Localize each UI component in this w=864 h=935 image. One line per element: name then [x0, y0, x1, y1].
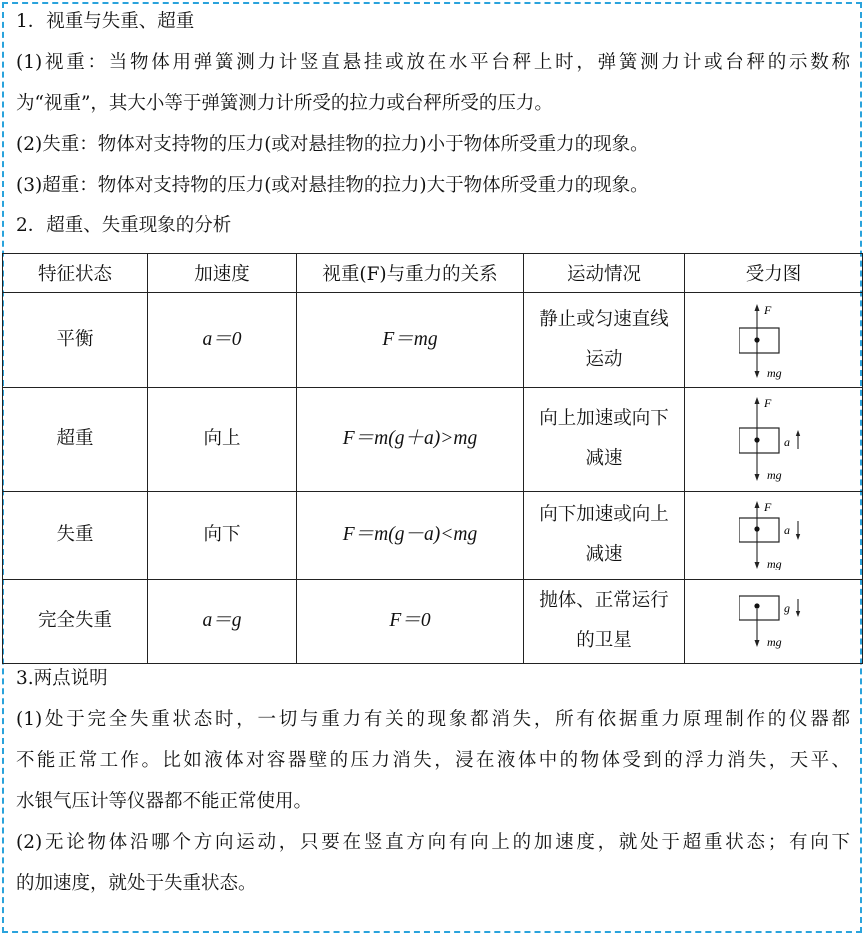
- acceleration-cell: 向上: [148, 387, 297, 491]
- acceleration-cell: a＝g: [148, 579, 297, 663]
- state-cell: 完全失重: [3, 579, 148, 663]
- relation-cell: F＝m(g－a)<mg: [297, 491, 524, 579]
- section3-p2-line1: (2)无论物体沿哪个方向运动，只要在竖直方向有向上的加速度，就处于超重状态；有向下: [16, 832, 850, 853]
- force-complete-weightless-diagram: [739, 592, 809, 650]
- motion-cell: [524, 491, 685, 579]
- header-relation: 视重(F)与重力的关系: [297, 254, 524, 293]
- state-cell: 平衡: [3, 293, 148, 387]
- weight-label: mg: [766, 366, 782, 381]
- relation-cell: F＝m(g＋a)>mg: [297, 387, 524, 491]
- force-label: F: [763, 500, 771, 515]
- section1-p1-line2: 为“视重”，其大小等于弹簧测力计所受的拉力或台秤所受的压力。: [16, 93, 553, 114]
- section1-heading: 1．视重与失重、超重: [16, 11, 195, 32]
- motion-cell: [524, 387, 685, 491]
- acceleration-cell: 向下: [148, 491, 297, 579]
- header-state: 特征状态: [3, 254, 148, 293]
- table-header-row: [3, 254, 863, 293]
- section3-heading: 3.两点说明: [16, 668, 108, 689]
- motion-cell: [524, 579, 685, 663]
- motion-text: 向下加速或向上减速: [539, 504, 669, 566]
- force-diagram-cell: [685, 387, 863, 491]
- section1-p3: (3)超重：物体对支持物的压力(或对悬挂物的拉力)大于物体所受重力的现象。: [16, 175, 649, 196]
- force-label: F: [763, 303, 771, 318]
- section3-p1-line3: 水银气压计等仪器都不能正常使用。: [16, 791, 313, 812]
- gravity-label: g: [783, 601, 790, 616]
- table-row: [3, 387, 863, 491]
- section1-p1-line1: (1)视重：当物体用弹簧测力计竖直悬挂或放在水平台秤上时，弹簧测力计或台秤的示数称: [16, 52, 850, 73]
- motion-text: 向上加速或向下减速: [539, 408, 669, 470]
- acceleration-label: a: [783, 523, 790, 538]
- section3-p1-line1: (1)处于完全失重状态时，一切与重力有关的现象都消失，所有依据重力原理制作的仪器都: [16, 709, 850, 730]
- force-label: F: [763, 396, 771, 411]
- state-cell: 超重: [3, 387, 148, 491]
- acceleration-cell: a＝0: [148, 293, 297, 387]
- weight-label: mg: [766, 635, 782, 650]
- header-motion: 运动情况: [524, 254, 685, 293]
- force-overweight-diagram: [739, 396, 809, 482]
- state-cell: 失重: [3, 491, 148, 579]
- motion-text: 静止或匀速直线运动: [539, 309, 669, 371]
- section1-p2: (2)失重：物体对支持物的压力(或对悬挂物的拉力)小于物体所受重力的现象。: [16, 134, 649, 155]
- section3-p2-line2: 的加速度，就处于失重状态。: [16, 873, 257, 894]
- force-diagram-cell: [685, 491, 863, 579]
- table-row: [3, 579, 863, 663]
- force-diagram-cell: [685, 293, 863, 387]
- force-diagram-cell: [685, 579, 863, 663]
- weight-label: mg: [766, 468, 782, 483]
- motion-text: 抛体、正常运行的卫星: [539, 590, 669, 652]
- weight-label: mg: [766, 557, 782, 571]
- header-acceleration: 加速度: [148, 254, 297, 293]
- header-force-diagram: 受力图: [685, 254, 863, 293]
- table-row: [3, 293, 863, 387]
- section3-p1-line2: 不能正常工作。比如液体对容器壁的压力消失，浸在液体中的物体受到的浮力消失，天平、: [16, 750, 850, 771]
- relation-cell: F＝mg: [297, 293, 524, 387]
- force-balance-diagram: [739, 300, 809, 380]
- motion-cell: [524, 293, 685, 387]
- section2-heading: 2．超重、失重现象的分析: [16, 215, 232, 236]
- table-row: [3, 491, 863, 579]
- acceleration-label: a: [783, 435, 790, 450]
- weight-analysis-table: [2, 253, 863, 664]
- force-weightless-diagram: [739, 500, 809, 570]
- relation-cell: F＝0: [297, 579, 524, 663]
